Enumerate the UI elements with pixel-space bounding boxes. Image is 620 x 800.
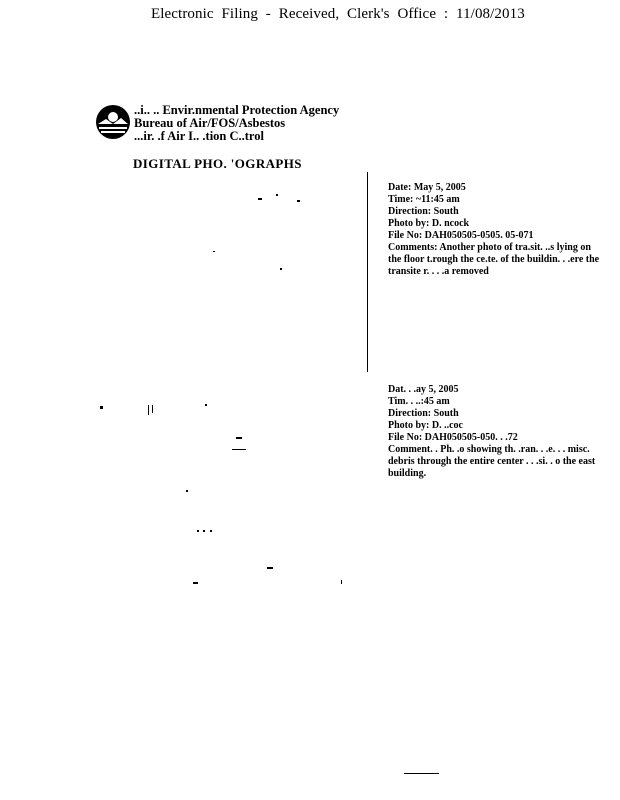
agency-division: ...ir. .f Air I.. .tion C..trol (134, 129, 264, 143)
photo-file-number: File No: DAH050505-0505. 05-071 (388, 230, 534, 241)
photo-artifact (205, 404, 207, 406)
bottom-rule (404, 773, 439, 774)
photo-artifact (297, 200, 300, 202)
column-divider (367, 172, 368, 372)
photo-direction: Direction: South (388, 408, 459, 419)
photo-artifact (213, 251, 215, 252)
photo-artifact (280, 268, 282, 270)
photo-artifact (197, 530, 199, 532)
photo-artifact (152, 405, 153, 413)
filing-stamp: Electronic Filing - Received, Clerk's Office : 11/08/2013 (151, 6, 525, 22)
photo-artifact (232, 449, 246, 450)
agency-logo-icon (95, 104, 131, 140)
photo-artifact (193, 582, 198, 584)
photo-artifact (236, 437, 242, 439)
photo-artifact (203, 530, 205, 532)
photo-author: Photo by: D. ..coc (388, 420, 463, 431)
photo-artifact (276, 194, 278, 196)
agency-bureau: Bureau of Air/FOS/Asbestos (134, 116, 286, 130)
photo-artifact (267, 567, 273, 569)
photo-file-number: File No: DAH050505-050. . .72 (388, 432, 518, 443)
photo-time: Tim. . ..:45 am (388, 396, 450, 407)
photo-date: Date: May 5, 2005 (388, 182, 466, 193)
agency-name: ..i.. .. Envir.nmental Protection Agency (134, 103, 340, 117)
photo-author: Photo by: D. ncock (388, 218, 470, 229)
photo-artifact (258, 198, 262, 200)
photo-artifact (100, 406, 103, 409)
photo-comments: Comments: Another photo of tra.sit. ..s lying on the floor t.rough the ce.te. of the buildin. . .ere the transite r. . . .a removed (388, 242, 600, 277)
photo-artifact (186, 490, 188, 492)
photo-artifact (341, 580, 342, 584)
photo-direction: Direction: South (388, 206, 459, 217)
photo-date: Dat. . .ay 5, 2005 (388, 384, 459, 395)
photo-time: Time: ~11:45 am (388, 194, 460, 205)
photo-caption-1 (388, 182, 603, 278)
photo-artifact (210, 530, 212, 532)
document-title: DIGITAL PHO. 'OGRAPHS (133, 156, 302, 171)
photo-comments: Comment. . Ph. .o showing th. .ran. . .e. . . misc. debris through the entire center . . .si. . o the east building. (388, 444, 596, 479)
photo-artifact (148, 405, 149, 415)
photo-caption-2 (388, 384, 603, 480)
